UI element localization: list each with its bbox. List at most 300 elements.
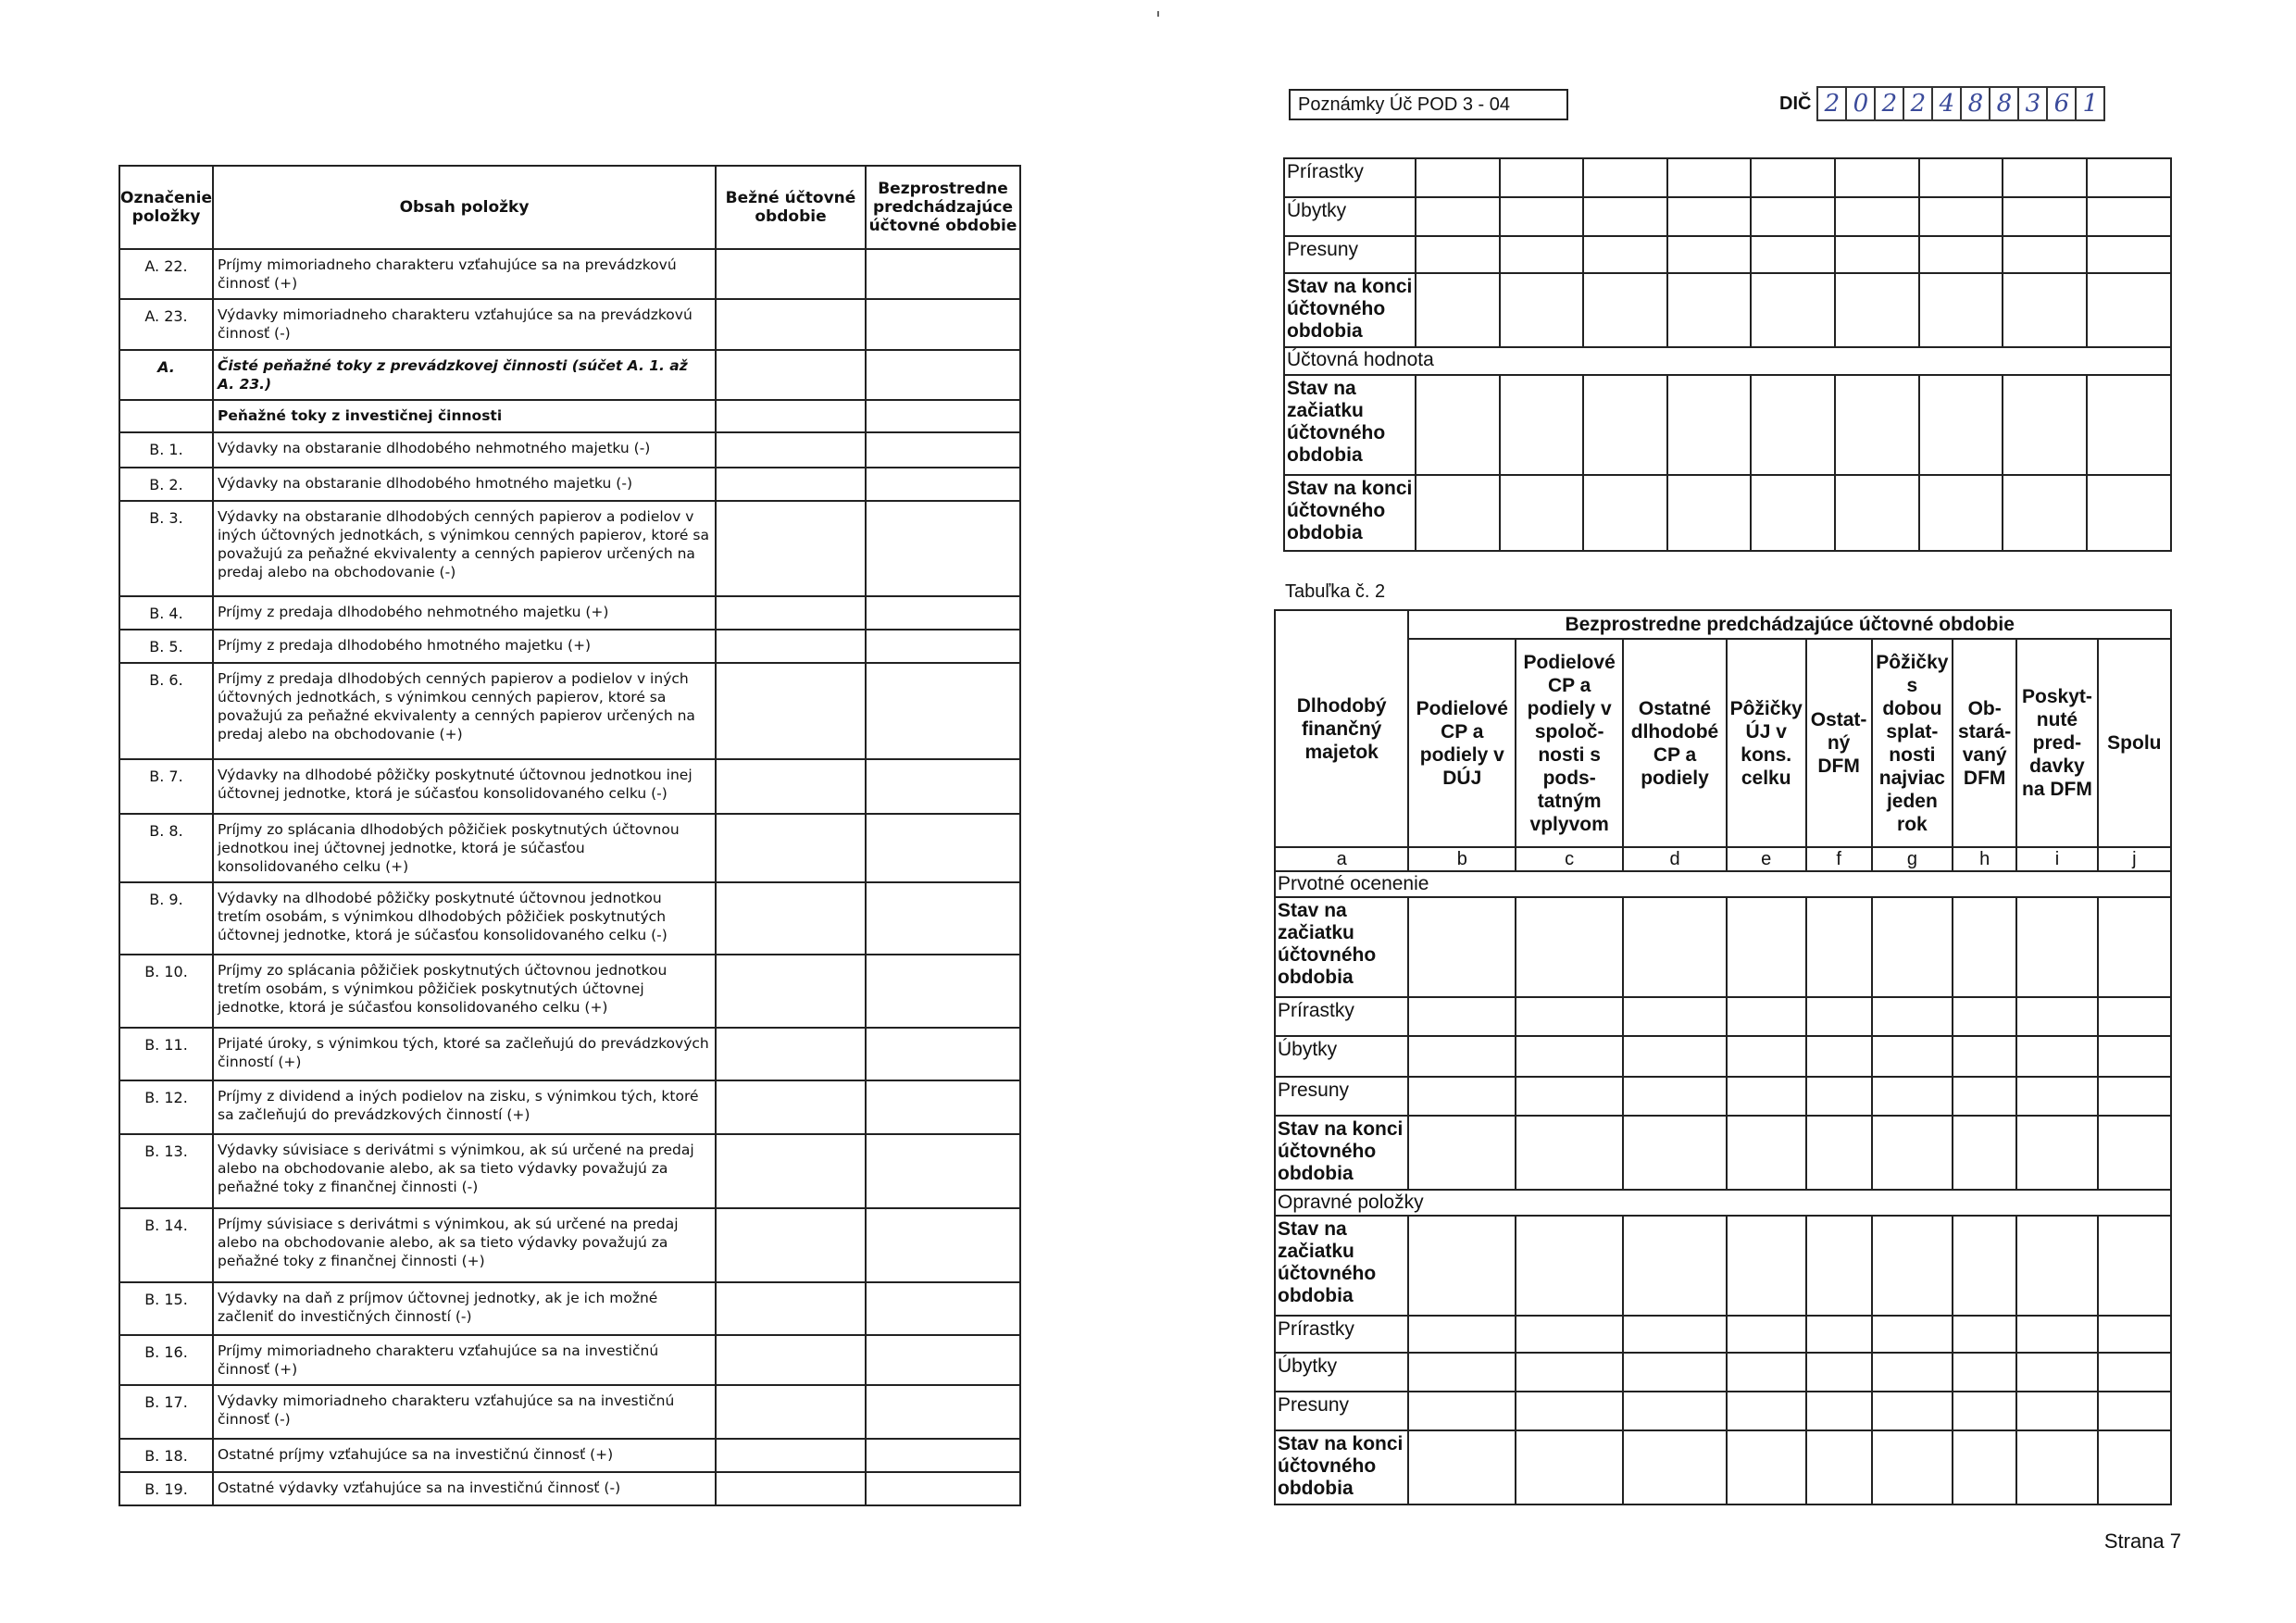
row-label: Stav na začiatku účtovného obdobia <box>1275 897 1408 997</box>
row-label: Stav na začiatku účtovného obdobia <box>1284 375 1416 475</box>
cell[interactable] <box>1919 475 2003 551</box>
cell[interactable] <box>1872 1316 1953 1353</box>
cell[interactable] <box>1727 997 1806 1036</box>
cell[interactable] <box>2016 997 2097 1036</box>
previous-cell[interactable] <box>866 882 1020 955</box>
col-e-header: Pôžičky ÚJ v kons. celku <box>1727 639 1806 847</box>
cell[interactable] <box>1751 158 1835 197</box>
row-text: Príjmy zo splácania pôžičiek poskytnutých účtovnou jednotkou tretím osobám, s výnimkou pôžičiek poskytnutých účtovnej jednotke, ktorá je súčasťou konsolidovaného celku (+) <box>213 955 716 1028</box>
row-label: Prírastky <box>1275 997 1408 1036</box>
cell[interactable] <box>1872 1353 1953 1392</box>
row-label: Stav na konci účtovného obdobia <box>1275 1116 1408 1190</box>
cell[interactable] <box>1408 1036 1516 1077</box>
cell[interactable] <box>1872 1430 1953 1504</box>
table-2 <box>1274 609 2172 1505</box>
current-cell[interactable] <box>716 350 866 400</box>
row-label: Stav na konci účtovného obdobia <box>1275 1430 1408 1504</box>
dic-digit[interactable]: 2 <box>1874 86 1903 121</box>
previous-cell[interactable] <box>866 1208 1020 1282</box>
section-label: Opravné položky <box>1275 1190 2171 1216</box>
row-text: Príjmy z predaja dlhodobého hmotného majetku (+) <box>213 630 716 663</box>
cell[interactable] <box>1500 375 1584 475</box>
cell[interactable] <box>1408 1392 1516 1430</box>
previous-cell[interactable] <box>866 1028 1020 1080</box>
header-previous: Bezprostredne predchádzajúce účtovné obdobie <box>866 166 1020 249</box>
cell[interactable] <box>1919 236 2003 273</box>
current-cell[interactable] <box>716 1472 866 1505</box>
cell[interactable] <box>1623 1077 1727 1116</box>
cell[interactable] <box>1806 1353 1872 1392</box>
cell[interactable] <box>1500 158 1584 197</box>
row-code: A. 22. <box>119 249 213 299</box>
cell[interactable] <box>1408 1216 1516 1316</box>
cell[interactable] <box>1500 236 1584 273</box>
cell[interactable] <box>2098 897 2171 997</box>
cell[interactable] <box>1408 1077 1516 1116</box>
current-cell[interactable] <box>716 1134 866 1208</box>
section-title: Peňažné toky z investičnej činnosti <box>213 400 716 432</box>
cell[interactable] <box>1751 475 1835 551</box>
cell[interactable] <box>1953 1216 2016 1316</box>
dic-digit[interactable]: 8 <box>1989 86 2017 121</box>
col-letter: a <box>1275 847 1408 871</box>
row-code: B. 9. <box>119 882 213 955</box>
current-cell[interactable] <box>716 1028 866 1080</box>
cell[interactable] <box>1623 1216 1727 1316</box>
cell[interactable] <box>2098 1430 2171 1504</box>
previous-cell[interactable] <box>866 596 1020 630</box>
previous-cell[interactable] <box>866 432 1020 468</box>
row-text: Príjmy zo splácania dlhodobých pôžičiek poskytnutých účtovnou jednotkou inej účtovnej jednotke, ktorá je súčasťou konsolidovaného celku (+) <box>213 814 716 882</box>
cell[interactable] <box>1727 1077 1806 1116</box>
row-label: Stav na začiatku účtovného obdobia <box>1275 1216 1408 1316</box>
period-header: Bezprostredne predchádzajúce účtovné obdobie <box>1408 610 2171 639</box>
row-text: Výdavky na obstaranie dlhodobého hmotného majetku (-) <box>213 468 716 501</box>
cell[interactable] <box>1500 273 1584 347</box>
row-code: B. 14. <box>119 1208 213 1282</box>
cash-flow-table <box>119 165 1021 1506</box>
row-code: A. <box>119 350 213 400</box>
col-g-header: Pôžičky s dobou splat- nosti najviac jeden rok <box>1872 639 1953 847</box>
cell[interactable] <box>2016 1430 2097 1504</box>
previous-cell[interactable] <box>866 814 1020 882</box>
dic-digit[interactable]: 1 <box>2075 86 2105 121</box>
cell[interactable] <box>2087 197 2171 236</box>
cell[interactable] <box>1872 897 1953 997</box>
cell[interactable] <box>1623 1430 1727 1504</box>
col-a-header: Dlhodobý finančný majetok <box>1275 610 1408 847</box>
cell[interactable] <box>1806 1430 1872 1504</box>
cell[interactable] <box>1583 475 1667 551</box>
cell[interactable] <box>1408 1316 1516 1353</box>
cell[interactable] <box>2087 273 2171 347</box>
cell[interactable] <box>1835 375 1919 475</box>
cell[interactable] <box>1751 273 1835 347</box>
row-code: B. 12. <box>119 1080 213 1134</box>
col-letter: c <box>1516 847 1623 871</box>
dic-digit[interactable]: 4 <box>1931 86 1960 121</box>
current-cell[interactable] <box>716 1335 866 1385</box>
cash-flow-page <box>119 165 1021 1506</box>
col-d-header: Ostatné dlhodobé CP a podiely <box>1623 639 1727 847</box>
cell[interactable] <box>1516 1116 1623 1190</box>
cell[interactable] <box>1583 236 1667 273</box>
cell[interactable] <box>2087 158 2171 197</box>
cell[interactable] <box>1623 1036 1727 1077</box>
cell[interactable] <box>1953 1036 2016 1077</box>
cell[interactable] <box>1727 897 1806 997</box>
current-cell[interactable] <box>716 468 866 501</box>
cell[interactable] <box>1872 1077 1953 1116</box>
row-text: Výdavky na obstaranie dlhodobého nehmotného majetku (-) <box>213 432 716 468</box>
cell[interactable] <box>1727 1430 1806 1504</box>
cell[interactable] <box>1751 197 1835 236</box>
cell[interactable] <box>2003 236 2087 273</box>
cell[interactable] <box>1835 273 1919 347</box>
current-cell[interactable] <box>716 249 866 299</box>
dic-digit[interactable]: 8 <box>1960 86 1989 121</box>
cell[interactable] <box>1583 197 1667 236</box>
cell[interactable] <box>1835 158 1919 197</box>
col-letter: e <box>1727 847 1806 871</box>
cell[interactable] <box>1727 1216 1806 1316</box>
row-code: B. 1. <box>119 432 213 468</box>
cell[interactable] <box>1416 158 1500 197</box>
section-label: Účtovná hodnota <box>1284 347 2171 375</box>
row-text: Príjmy súvisiace s derivátmi s výnimkou, ak sú určené na predaj alebo na obchodovanie alebo, ak sa tieto výdavky považujú za peňažné toky z finančnej činnosti (+) <box>213 1208 716 1282</box>
dic-label: DIČ <box>1779 93 1812 114</box>
col-b-header: Podielové CP a podiely v DÚJ <box>1408 639 1516 847</box>
cell[interactable] <box>2098 1116 2171 1190</box>
current-cell[interactable] <box>716 955 866 1028</box>
cell[interactable] <box>1953 1353 2016 1392</box>
cell[interactable] <box>1623 897 1727 997</box>
cell[interactable] <box>1806 1077 1872 1116</box>
row-text: Ostatné príjmy vzťahujúce sa na investičnú činnosť (+) <box>213 1439 716 1472</box>
header-current: Bežné účtovné obdobie <box>716 166 866 249</box>
row-code: B. 13. <box>119 1134 213 1208</box>
row-code: B. 18. <box>119 1439 213 1472</box>
previous-cell[interactable] <box>866 501 1020 596</box>
row-text: Výdavky na daň z príjmov účtovnej jednotky, ak je ich možné začleniť do investičných činností (-) <box>213 1282 716 1335</box>
cell[interactable] <box>1919 273 2003 347</box>
row-text: Výdavky na obstaranie dlhodobých cenných papierov a podielov v iných účtovných jednotkách, s výnimkou cenných papierov, ktoré sa považujú za peňažné ekvivalenty a cenných papierov určených na predaj alebo na obchodovanie (-) <box>213 501 716 596</box>
row-code: B. 11. <box>119 1028 213 1080</box>
cell[interactable] <box>1623 1392 1727 1430</box>
current-cell[interactable] <box>716 630 866 663</box>
row-code: B. 8. <box>119 814 213 882</box>
cell[interactable] <box>1806 1036 1872 1077</box>
row-label: Prírastky <box>1284 158 1416 197</box>
cell[interactable] <box>2087 475 2171 551</box>
current-cell[interactable] <box>716 432 866 468</box>
cell[interactable] <box>1919 375 2003 475</box>
col-letter: i <box>2016 847 2097 871</box>
row-text: Príjmy z predaja dlhodobých cenných papierov a podielov v iných účtovných jednotkách, s výnimkou cenných papierov, ktoré sa považujú za peňažné ekvivalenty a cenných papierov určených na predaj alebo na obchodovanie (+) <box>213 663 716 759</box>
current-cell[interactable] <box>716 299 866 350</box>
cell[interactable] <box>1953 1316 2016 1353</box>
cell[interactable] <box>1516 897 1623 997</box>
cell[interactable] <box>1623 1316 1727 1353</box>
table-2-caption: Tabuľka č. 2 <box>1285 581 1386 602</box>
section-label: Prvotné ocenenie <box>1275 871 2171 897</box>
current-cell[interactable] <box>716 1208 866 1282</box>
cell[interactable] <box>1835 197 1919 236</box>
cell[interactable] <box>2016 1116 2097 1190</box>
cell[interactable] <box>1806 1316 1872 1353</box>
previous-cell[interactable] <box>866 249 1020 299</box>
dic-digit[interactable]: 2 <box>1903 86 1931 121</box>
cell[interactable] <box>2003 375 2087 475</box>
row-code: B. 10. <box>119 955 213 1028</box>
cell[interactable] <box>2087 375 2171 475</box>
previous-cell[interactable] <box>866 1080 1020 1134</box>
previous-cell[interactable] <box>866 663 1020 759</box>
row-label: Prírastky <box>1275 1316 1408 1353</box>
row-code: A. 23. <box>119 299 213 350</box>
row-code: B. 7. <box>119 759 213 814</box>
cell[interactable] <box>2016 1316 2097 1353</box>
cell[interactable] <box>1806 1116 1872 1190</box>
cell[interactable] <box>2003 273 2087 347</box>
cell[interactable] <box>2098 1216 2171 1316</box>
row-text: Príjmy mimoriadneho charakteru vzťahujúce sa na investičnú činnosť (+) <box>213 1335 716 1385</box>
row-text: Príjmy mimoriadneho charakteru vzťahujúce sa na prevádzkovú činnosť (+) <box>213 249 716 299</box>
row-code: B. 16. <box>119 1335 213 1385</box>
col-j-header: Spolu <box>2098 639 2171 847</box>
current-cell[interactable] <box>716 814 866 882</box>
row-code: B. 2. <box>119 468 213 501</box>
row-label: Stav na konci účtovného obdobia <box>1284 273 1416 347</box>
previous-cell[interactable] <box>866 299 1020 350</box>
cell[interactable] <box>1953 997 2016 1036</box>
cell[interactable] <box>1667 375 1752 475</box>
row-code: B. 17. <box>119 1385 213 1439</box>
previous-cell[interactable] <box>866 1134 1020 1208</box>
previous-cell[interactable] <box>866 1282 1020 1335</box>
current-cell[interactable] <box>716 759 866 814</box>
cell[interactable] <box>1583 273 1667 347</box>
cell[interactable] <box>1953 1392 2016 1430</box>
cell[interactable] <box>1408 1353 1516 1392</box>
cell[interactable] <box>2016 1392 2097 1430</box>
cell[interactable] <box>1667 197 1752 236</box>
cell[interactable] <box>1806 1392 1872 1430</box>
cell[interactable] <box>2087 236 2171 273</box>
row-text: Výdavky súvisiace s derivátmi s výnimkou, ak sú určené na predaj alebo na obchodovanie alebo, ak sa tieto výdavky považujú za peňažné toky z finančnej činnosti (-) <box>213 1134 716 1208</box>
cell[interactable] <box>1751 236 1835 273</box>
previous-cell[interactable] <box>866 955 1020 1028</box>
cell[interactable] <box>1500 197 1584 236</box>
cell[interactable] <box>1583 158 1667 197</box>
current-cell[interactable] <box>716 1385 866 1439</box>
row-label: Stav na konci účtovného obdobia <box>1284 475 1416 551</box>
cell[interactable] <box>2016 1077 2097 1116</box>
cell[interactable] <box>1516 1077 1623 1116</box>
cell[interactable] <box>1623 997 1727 1036</box>
row-text: Čisté peňažné toky z prevádzkovej činnosti (súčet A. 1. až A. 23.) <box>213 350 716 400</box>
cell[interactable] <box>2003 475 2087 551</box>
cell[interactable] <box>1516 1216 1623 1316</box>
dic-field <box>1779 85 2105 122</box>
cell[interactable] <box>1727 1316 1806 1353</box>
previous-cell[interactable] <box>866 350 1020 400</box>
current-cell[interactable] <box>716 663 866 759</box>
current-cell[interactable] <box>716 882 866 955</box>
cell[interactable] <box>1727 1392 1806 1430</box>
row-code: B. 5. <box>119 630 213 663</box>
cell[interactable] <box>2016 897 2097 997</box>
row-text: Prijaté úroky, s výnimkou tých, ktoré sa začleňujú do prevádzkových činností (+) <box>213 1028 716 1080</box>
page-number: Strana 7 <box>2103 1529 2181 1553</box>
scan-mark <box>1157 11 1159 17</box>
cell[interactable] <box>1516 1430 1623 1504</box>
cell[interactable] <box>1919 158 2003 197</box>
cell[interactable] <box>1408 897 1516 997</box>
row-code <box>119 400 213 432</box>
cell[interactable] <box>1416 375 1500 475</box>
current-cell[interactable] <box>716 1439 866 1472</box>
cell[interactable] <box>2098 1316 2171 1353</box>
current-cell[interactable] <box>716 1282 866 1335</box>
row-label: Presuny <box>1275 1392 1408 1430</box>
cell[interactable] <box>1667 475 1752 551</box>
row-label: Úbytky <box>1275 1353 1408 1392</box>
cell[interactable] <box>1806 1216 1872 1316</box>
row-code: B. 4. <box>119 596 213 630</box>
current-cell[interactable] <box>716 400 866 432</box>
dic-digit[interactable]: 2 <box>1816 86 1845 121</box>
cell[interactable] <box>1408 1430 1516 1504</box>
cell[interactable] <box>1835 236 1919 273</box>
cell[interactable] <box>1408 1116 1516 1190</box>
cell[interactable] <box>2003 197 2087 236</box>
row-text: Príjmy z predaja dlhodobého nehmotného majetku (+) <box>213 596 716 630</box>
row-text: Príjmy z dividend a iných podielov na zisku, s výnimkou tých, ktoré sa začleňujú do prevádzkových činností (+) <box>213 1080 716 1134</box>
current-cell[interactable] <box>716 1080 866 1134</box>
col-f-header: Ostat- ný DFM <box>1806 639 1872 847</box>
cell[interactable] <box>1516 997 1623 1036</box>
cell[interactable] <box>1953 897 2016 997</box>
cell[interactable] <box>1727 1116 1806 1190</box>
cell[interactable] <box>1408 997 1516 1036</box>
row-text: Ostatné výdavky vzťahujúce sa na investičnú činnosť (-) <box>213 1472 716 1505</box>
current-cell[interactable] <box>716 596 866 630</box>
row-label: Presuny <box>1275 1077 1408 1116</box>
previous-cell[interactable] <box>866 1335 1020 1385</box>
cell[interactable] <box>1416 475 1500 551</box>
header-content: Obsah položky <box>213 166 716 249</box>
col-letter: j <box>2098 847 2171 871</box>
row-text: Výdavky mimoriadneho charakteru vzťahujúce sa na prevádzkovú činnosť (-) <box>213 299 716 350</box>
previous-cell[interactable] <box>866 1385 1020 1439</box>
dic-digit[interactable]: 6 <box>2046 86 2075 121</box>
cell[interactable] <box>1623 1116 1727 1190</box>
cell[interactable] <box>1806 997 1872 1036</box>
cell[interactable] <box>1872 1392 1953 1430</box>
cell[interactable] <box>2016 1353 2097 1392</box>
cell[interactable] <box>1416 236 1500 273</box>
cell[interactable] <box>1872 1216 1953 1316</box>
row-code: B. 3. <box>119 501 213 596</box>
cell[interactable] <box>1583 375 1667 475</box>
cell[interactable] <box>2098 1077 2171 1116</box>
cell[interactable] <box>1953 1116 2016 1190</box>
cell[interactable] <box>1953 1077 2016 1116</box>
previous-cell[interactable] <box>866 630 1020 663</box>
cell[interactable] <box>1667 273 1752 347</box>
cell[interactable] <box>1835 475 1919 551</box>
cell[interactable] <box>1416 273 1500 347</box>
cell[interactable] <box>2098 1036 2171 1077</box>
col-h-header: Ob- stará- vaný DFM <box>1953 639 2016 847</box>
cell[interactable] <box>1953 1430 2016 1504</box>
row-label: Úbytky <box>1284 197 1416 236</box>
row-code: B. 6. <box>119 663 213 759</box>
col-letter: f <box>1806 847 1872 871</box>
notes-page <box>1274 85 2181 1604</box>
cell[interactable] <box>1516 1316 1623 1353</box>
cell[interactable] <box>2016 1036 2097 1077</box>
col-i-header: Poskyt- nuté pred- davky na DFM <box>2016 639 2097 847</box>
cell[interactable] <box>2098 1353 2171 1392</box>
cell[interactable] <box>1872 1036 1953 1077</box>
col-letter: b <box>1408 847 1516 871</box>
cell[interactable] <box>2098 1392 2171 1430</box>
row-code: B. 15. <box>119 1282 213 1335</box>
col-letter: d <box>1623 847 1727 871</box>
cell[interactable] <box>1516 1392 1623 1430</box>
col-c-header: Podielové CP a podiely v spoloč- nosti s pods- tatným vplyvom <box>1516 639 1623 847</box>
previous-cell[interactable] <box>866 1439 1020 1472</box>
dic-digit[interactable]: 0 <box>1845 86 1874 121</box>
col-letter: h <box>1953 847 2016 871</box>
row-label: Presuny <box>1284 236 1416 273</box>
table-1-continuation <box>1283 157 2172 552</box>
cell[interactable] <box>2016 1216 2097 1316</box>
dic-digit[interactable]: 3 <box>2017 86 2046 121</box>
cell[interactable] <box>1751 375 1835 475</box>
cell[interactable] <box>1516 1353 1623 1392</box>
cell[interactable] <box>1872 1116 1953 1190</box>
row-text: Výdavky na dlhodobé pôžičky poskytnuté účtovnou jednotkou tretím osobám, s výnimkou dlhodobých pôžičiek poskytnutých účtovnej jednotke, ktorá je súčasťou konsolidovaného celku (-) <box>213 882 716 955</box>
previous-cell[interactable] <box>866 1472 1020 1505</box>
cell[interactable] <box>1623 1353 1727 1392</box>
cell[interactable] <box>1727 1036 1806 1077</box>
header-code: Označenie položky <box>119 166 213 249</box>
cell[interactable] <box>1727 1353 1806 1392</box>
form-code: Poznámky Úč POD 3 - 04 <box>1289 89 1568 120</box>
row-code: B. 19. <box>119 1472 213 1505</box>
cell[interactable] <box>1516 1036 1623 1077</box>
row-label: Úbytky <box>1275 1036 1408 1077</box>
row-text: Výdavky na dlhodobé pôžičky poskytnuté účtovnou jednotkou inej účtovnej jednotke, ktorá je súčasťou konsolidovaného celku (-) <box>213 759 716 814</box>
cell[interactable] <box>1416 197 1500 236</box>
cell[interactable] <box>1667 236 1752 273</box>
cell[interactable] <box>1500 475 1584 551</box>
previous-cell[interactable] <box>866 400 1020 432</box>
cell[interactable] <box>1872 997 1953 1036</box>
cell[interactable] <box>2003 158 2087 197</box>
row-text: Výdavky mimoriadneho charakteru vzťahujúce sa na investičnú činnosť (-) <box>213 1385 716 1439</box>
cell[interactable] <box>2098 997 2171 1036</box>
cell[interactable] <box>1667 158 1752 197</box>
cell[interactable] <box>1919 197 2003 236</box>
current-cell[interactable] <box>716 501 866 596</box>
previous-cell[interactable] <box>866 759 1020 814</box>
previous-cell[interactable] <box>866 468 1020 501</box>
cell[interactable] <box>1806 897 1872 997</box>
